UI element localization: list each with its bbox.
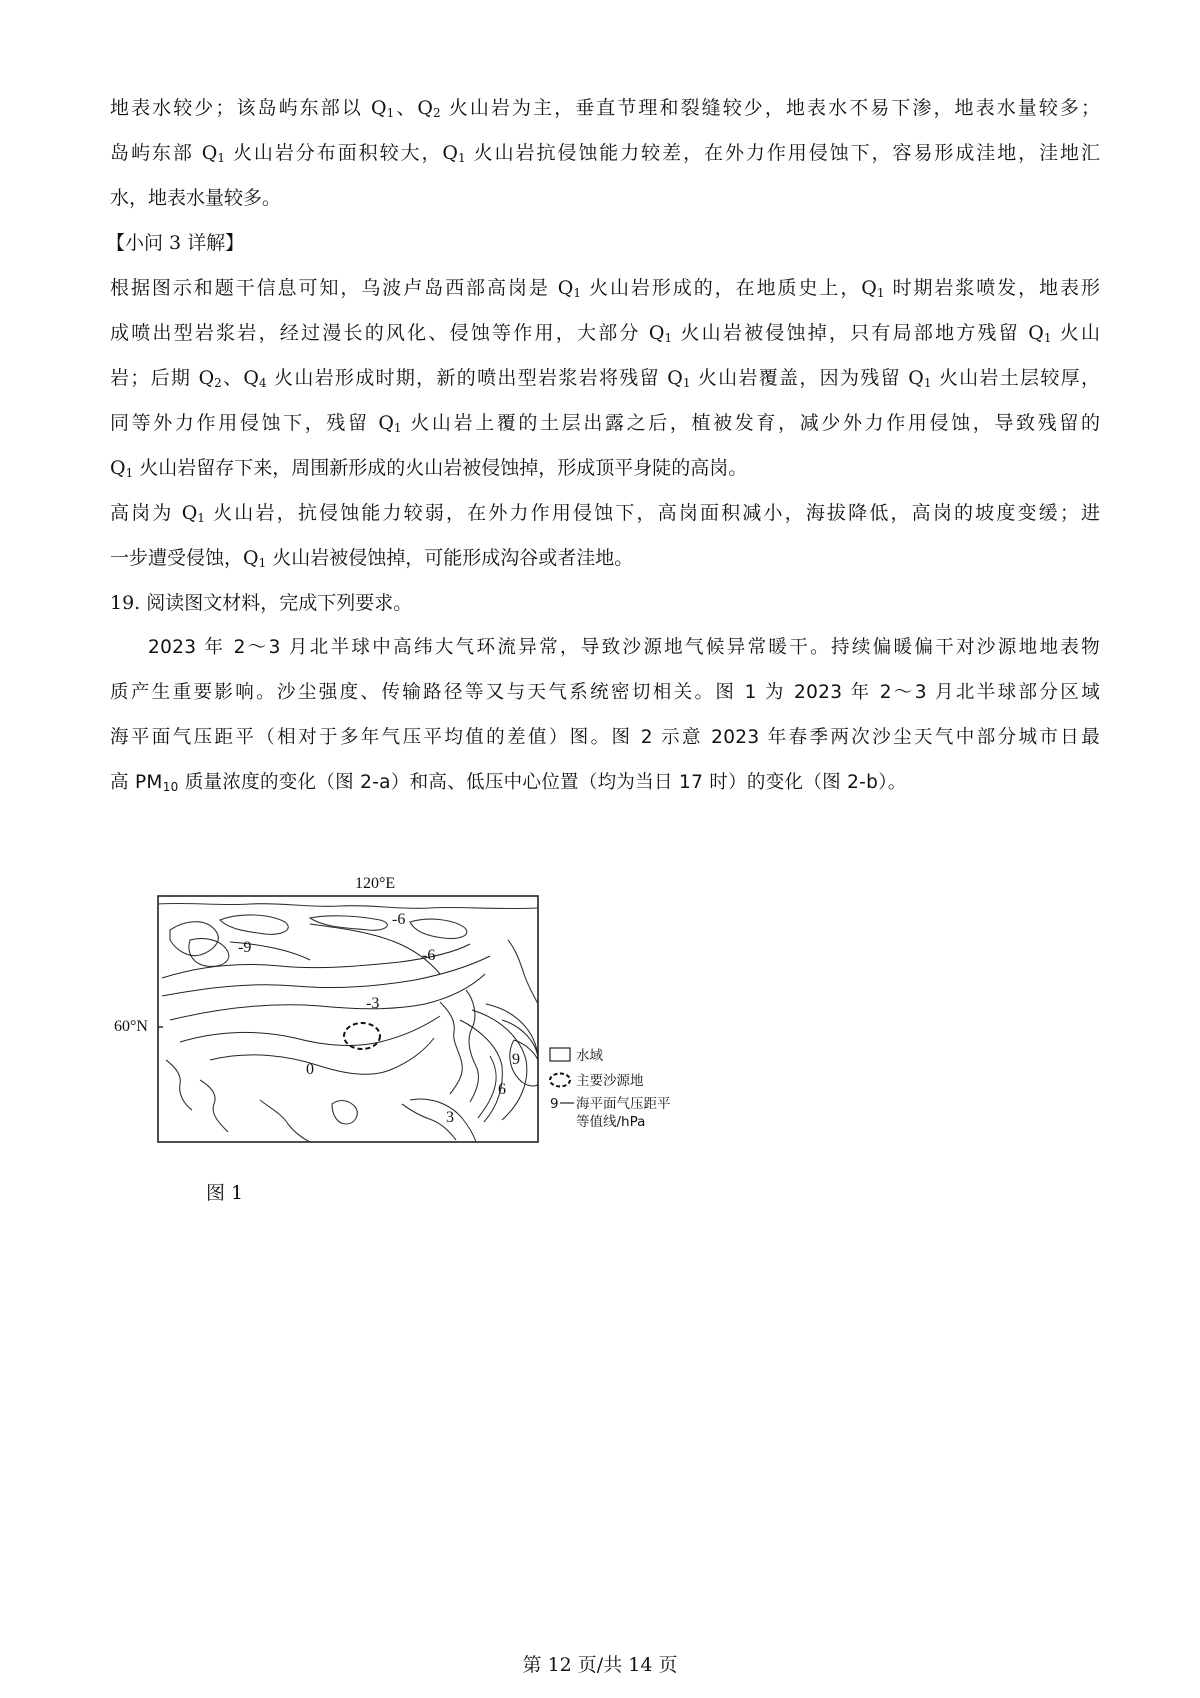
- text-line: 同等外力作用侵蚀下，残留 $Q_1$ 火山岩上覆的土层出露之后，植被发育，减少外力作用侵蚀，导致残留的: [110, 412, 1100, 435]
- isobar-label: -6: [392, 911, 406, 928]
- map-frame: [158, 896, 538, 1142]
- text-line: 成喷出型岩浆岩，经过漫长的风化、侵蚀等作用，大部分 $Q_1$ 火山岩被侵蚀掉，只有局部地方残留 $Q_1$ 火山: [110, 322, 1100, 345]
- text-line: 岛屿东部 $Q_1$ 火山岩分布面积较大，$Q_1$ 火山岩抗侵蚀能力较差，在外力作用侵蚀下，容易形成洼地，洼地汇: [110, 142, 1101, 165]
- material-line: 质产生重要影响。沙尘强度、传输路径等又与天气系统密切相关。图 1 为 2023 年 2～3 月北半球部分区域: [110, 682, 1100, 703]
- water-legend-swatch: [550, 1048, 570, 1061]
- text-line: $Q_1$ 火山岩留存下来，周围新形成的火山岩被侵蚀掉，形成顶平身陡的高岗。: [110, 457, 748, 480]
- isobar-label: -6: [422, 947, 436, 964]
- legend-isoline-label-line2: 等值线/hPa: [576, 1114, 646, 1130]
- section-heading: 【小问 3 详解】: [106, 232, 245, 254]
- longitude-label: 120°E: [355, 875, 396, 892]
- isobar-label: 0: [306, 1061, 314, 1078]
- question-title: 19. 阅读图文材料，完成下列要求。: [110, 592, 413, 614]
- pressure-anomaly-map: [110, 870, 770, 1160]
- latitude-label: 60°N: [114, 1018, 148, 1035]
- page-footer: 第 12 页/共 14 页: [522, 1654, 678, 1676]
- material-line: 2023 年 2～3 月北半球中高纬大气环流异常，导致沙源地气候异常暖干。持续偏暖偏干对沙源地地表物: [148, 637, 1100, 658]
- legend-dust-source-label: 主要沙源地: [576, 1073, 644, 1089]
- isobar-label: 6: [498, 1081, 506, 1098]
- legend-isoline-sample: 9: [550, 1096, 559, 1112]
- text-line: 根据图示和题干信息可知，乌波卢岛西部高岗是 $Q_1$ 火山岩形成的，在地质史上，$Q_1$ 时期岩浆喷发，地表形: [110, 277, 1100, 300]
- figure-caption: 图 1: [206, 1182, 244, 1204]
- text-line: 高岗为 $Q_1$ 火山岩，抗侵蚀能力较弱，在外力作用侵蚀下，高岗面积减小，海拔降低，高岗的坡度变缓；进: [110, 502, 1100, 525]
- text-line: 岩；后期 $Q_2$、$Q_4$ 火山岩形成时期，新的喷出型岩浆岩将残留 $Q_1$ 火山岩覆盖，因为残留 $Q_1$ 火山岩土层较厚，: [110, 367, 1100, 390]
- isobar-label: -3: [366, 995, 380, 1012]
- text-line: 一步遭受侵蚀，$Q_1$ 火山岩被侵蚀掉，可能形成沟谷或者洼地。: [110, 547, 634, 570]
- isobar-label: 9: [512, 1051, 520, 1068]
- text-line: 水，地表水量较多。: [110, 187, 282, 209]
- legend-water-label: 水域: [576, 1048, 603, 1064]
- figure-1: [110, 870, 770, 1160]
- map-legend: [550, 1047, 671, 1130]
- isobar-label: 3: [446, 1109, 454, 1126]
- text-line: 地表水较少；该岛屿东部以 $Q_1$、$Q_2$ 火山岩为主，垂直节理和裂缝较少，地表水不易下渗，地表水量较多；: [110, 97, 1101, 120]
- material-line: 高 $PM_{10}$ 质量浓度的变化（图 2-a）和高、低压中心位置（均为当日 17 时）的变化（图 2-b）。: [110, 772, 907, 794]
- dust-source-legend-swatch: [550, 1074, 570, 1087]
- isobar-label: -9: [238, 939, 252, 956]
- legend-isoline-label-line1: 海平面气压距平: [576, 1096, 671, 1112]
- material-line: 海平面气压距平（相对于多年气压平均值的差值）图。图 2 示意 2023 年春季两次沙尘天气中部分城市日最: [110, 727, 1100, 748]
